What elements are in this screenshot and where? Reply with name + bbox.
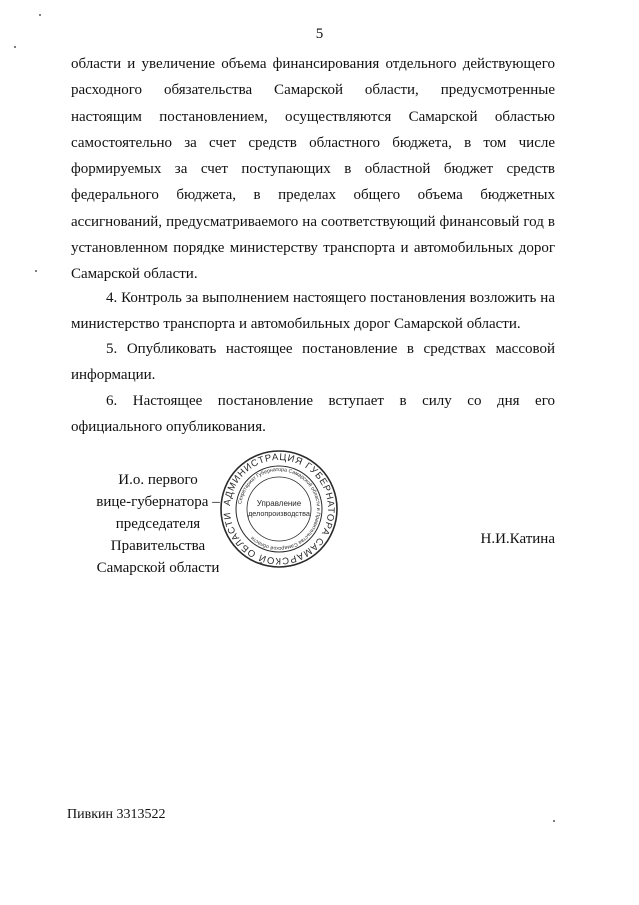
stamp-center-line-1: Управление: [256, 499, 302, 508]
stamp-inner-ring-text: Секретариат Губернатора Самарской области и Правительства Самарской области: [237, 466, 322, 552]
signature-position-line-1: И.о. первого: [118, 472, 198, 488]
signature-position-line-4: Самарской области: [96, 560, 220, 576]
paragraph-continuation: [71, 51, 555, 288]
signatory-name: Н.И.Катина: [480, 531, 555, 547]
paragraph-item-5: [71, 336, 555, 389]
stamp-outer-text: АДМИНИСТРАЦИЯ ГУБЕРНАТОРА САМАРСКОЙ ОБЛАСТИ: [221, 451, 337, 567]
page-number: 5: [315, 26, 324, 42]
signature-position-line-2: вице-губернатора –: [96, 494, 220, 510]
paragraph-item-6-text: 6. Настоящее постановление вступает в силу со дня его официального опубликования.: [71, 393, 555, 436]
official-stamp: [218, 448, 340, 570]
stamp-center-line-2: делопроизводства: [248, 509, 310, 518]
scan-speck: [39, 14, 41, 16]
paragraph-continuation-text: области и увеличение объема финансирования отдельного действующего расходного обязательства Самарской области, предусмотренные настоящим постановлением, осуществляются Самарской областью самостоятельно за счет средств областного бюджета, в том числе формируемых за счет поступающих в областной бюджет средств федерального бюджета, в пределах общего объема бюджетных ассигнований, предусматриваемого на соответствующий финансовый год в установленном порядке министерству транспорта и автомобильных дорог Самарской области.: [71, 56, 555, 283]
paragraph-item-6: [71, 388, 555, 441]
scan-speck: [35, 270, 37, 272]
paragraph-item-4: [71, 285, 555, 338]
scan-speck: [14, 46, 16, 48]
executor-note: Пивкин 3313522: [67, 807, 166, 822]
scan-speck: [553, 820, 555, 822]
signature-position-line-3: председателя Правительства: [110, 516, 206, 554]
paragraph-item-4-text: 4. Контроль за выполнением настоящего постановления возложить на министерство транспорта и автомобильных дорог Самарской области.: [71, 290, 555, 333]
paragraph-item-5-text: 5. Опубликовать настоящее постановление в средствах массовой информации.: [71, 341, 555, 384]
